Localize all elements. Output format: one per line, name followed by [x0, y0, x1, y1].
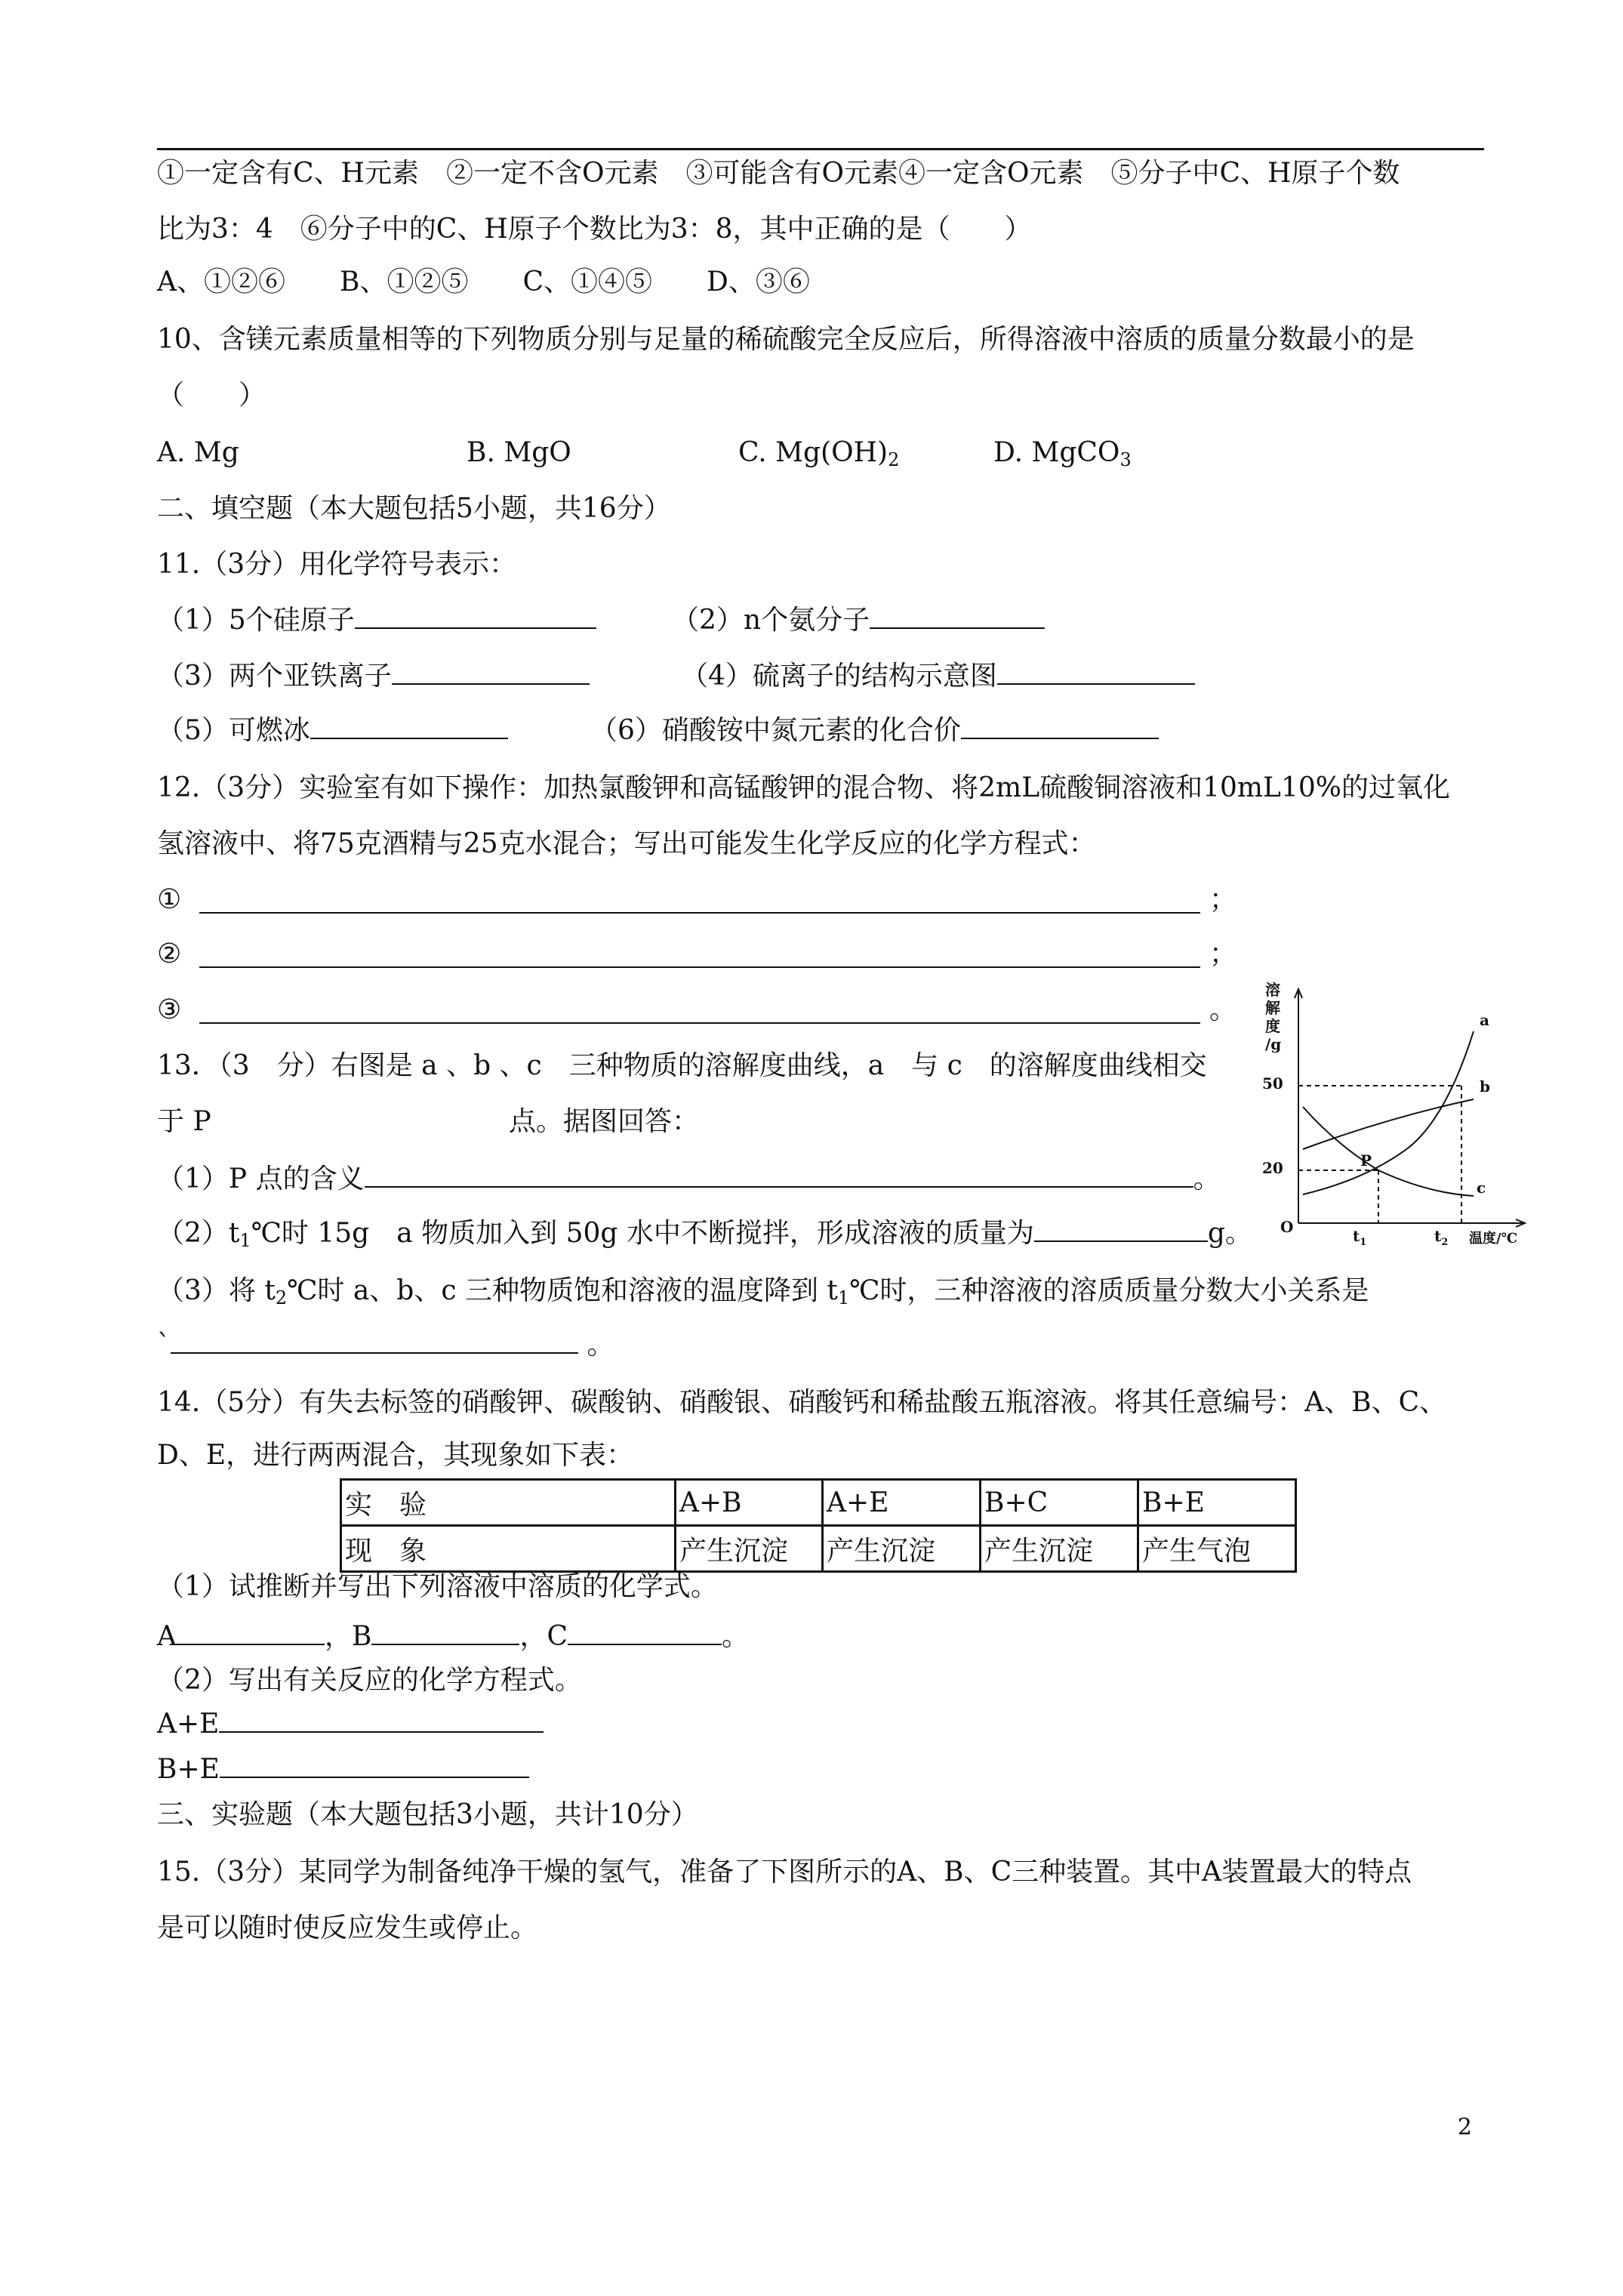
curve-b — [1303, 1099, 1474, 1149]
q13-line2: 于 P 点。据图回答： — [157, 1106, 700, 1137]
chart-tick-50: 50 — [1262, 1074, 1283, 1093]
table-cell: 实 验 — [341, 1480, 676, 1526]
chart-ylabel-2: 解 — [1265, 999, 1280, 1017]
q11-blank6[interactable] — [961, 715, 1159, 739]
chart-ylabel-3: 度 — [1265, 1017, 1280, 1035]
q10-opt-c: C. $Mg(OH)_2$ — [738, 437, 900, 470]
q14-eq1: A+E — [157, 1708, 544, 1741]
table-cell: 产生沉淀 — [981, 1526, 1138, 1572]
q15-line1: 15.（3分）某同学为制备纯净干燥的氢气，准备了下图所示的A、B、C三种装置。其中A装置最大的特点 — [157, 1857, 1412, 1888]
section2-heading: 二、填空题（本大题包括5小题，共16分） — [157, 493, 671, 524]
q10-opt-b: B. MgO — [467, 437, 571, 468]
q12-blank1[interactable] — [199, 889, 1200, 914]
chart-tick-20: 20 — [1262, 1159, 1283, 1177]
q11-blank5[interactable] — [310, 715, 508, 739]
curve-a — [1303, 1031, 1474, 1194]
q11-stem: 11.（3分）用化学符号表示： — [157, 549, 517, 580]
q14-blank-c[interactable] — [568, 1621, 722, 1645]
q14-answers: A ，B ，C 。 — [157, 1621, 750, 1652]
table-cell: 产生沉淀 — [676, 1526, 823, 1572]
q12-line2: 氢溶液中、将75克酒精与25克水混合；写出可能发生化学反应的化学方程式： — [157, 828, 1096, 859]
chart-origin: O — [1280, 1218, 1294, 1236]
table-cell: A+B — [676, 1480, 823, 1526]
q11-item4: （4）硫离子的结构示意图 — [681, 661, 997, 692]
q14-line2: D、E，进行两两混合，其现象如下表： — [157, 1440, 634, 1471]
q14-s2: （2）写出有关反应的化学方程式。 — [157, 1665, 582, 1696]
q11-blank2[interactable] — [870, 605, 1045, 629]
q12-blank2[interactable] — [199, 944, 1200, 968]
q10-line2: （ ） — [157, 380, 266, 411]
header-rule — [157, 148, 1484, 150]
q13-blank1[interactable] — [365, 1163, 1193, 1188]
q12-blank3[interactable] — [199, 1000, 1200, 1024]
q11-item3: （3）两个亚铁离子 — [157, 661, 392, 692]
q14-blank-eq2[interactable] — [220, 1754, 529, 1778]
chart-ylabel-4: /g — [1265, 1035, 1282, 1053]
experiment-table — [340, 1478, 1297, 1573]
q11-row1 — [157, 604, 870, 637]
q11-item1: （1）5个硅原子 — [157, 605, 355, 636]
q11-blank4[interactable] — [997, 661, 1195, 685]
q13-s1: （1）P 点的含义 。 — [157, 1163, 1221, 1194]
q14-s1: （1）试推断并写出下列溶液中溶质的化学式。 — [157, 1571, 718, 1602]
table-row — [341, 1526, 1296, 1572]
q13-s3-answer: ` 。 — [157, 1330, 614, 1361]
q13-s2: $(2)t_1℃$时 15g a 物质加入到 50g 水中不断搅拌，形成溶液的质量为 g。 — [157, 1218, 1252, 1251]
point-p-label: P — [1360, 1151, 1372, 1170]
table-cell: 现 象 — [341, 1526, 676, 1572]
page-number: 2 — [1457, 2114, 1472, 2140]
table-cell: B+E — [1138, 1480, 1296, 1526]
q9-line1: ①一定含有C、H元素 ②一定不含O元素 ③可能含有O元素④一定含O元素 ⑤分子中C、H原子个数 — [157, 158, 1400, 189]
q11-row3 — [157, 714, 961, 747]
q14-eq2: B+E — [157, 1753, 529, 1786]
q13-blank2[interactable] — [1034, 1218, 1208, 1242]
q13-blank3[interactable] — [171, 1330, 578, 1354]
chart-xlabel: 温度/℃ — [1469, 1231, 1518, 1247]
q10-opt-d: D. MgCO$_3$ — [993, 437, 1132, 470]
q12-eq1: ① ； — [157, 884, 1237, 915]
q10-options — [157, 436, 1132, 470]
curve-label-b: b — [1480, 1077, 1490, 1096]
table-cell: 产生气泡 — [1138, 1526, 1296, 1572]
q13-line1: 13．（3 分）右图是 a 、b 、c 三种物质的溶解度曲线，a 与 c 的溶解度曲线相交 — [157, 1050, 1207, 1081]
q14-line1: 14.（5分）有失去标签的硝酸钾、碳酸钠、硝酸银、硝酸钙和稀盐酸五瓶溶液。将其任意编号：A、B、C、 — [157, 1387, 1447, 1418]
curve-label-a: a — [1480, 1011, 1489, 1029]
q11-item5: （5）可燃冰 — [157, 715, 310, 746]
q11-row2 — [157, 660, 997, 693]
table-row — [341, 1480, 1296, 1526]
q14-blank-eq1[interactable] — [219, 1709, 544, 1733]
q12-line1: 12.（3分）实验室有如下操作：加热氯酸钾和高锰酸钾的混合物、将2mL硫酸铜溶液和10mL10%的过氧化 — [157, 772, 1450, 803]
q9-options: A、①②⑥ B、①②⑤ C、①④⑤ D、③⑥ — [157, 267, 810, 297]
q10-line1: 10、含镁元素质量相等的下列物质分别与足量的稀硫酸完全反应后，所得溶液中溶质的质量分数最小的是 — [157, 324, 1415, 355]
q11-item2: （2）n个氨分子 — [672, 605, 870, 636]
table-cell: B+C — [981, 1480, 1138, 1526]
q11-item6: （6）硝酸铵中氮元素的化合价 — [590, 715, 961, 746]
table-cell: A+E — [823, 1480, 981, 1526]
q9-line2: 比为3：4 ⑥分子中的C、H原子个数比为3：8，其中正确的是（ ） — [157, 214, 1032, 245]
q14-blank-b[interactable] — [371, 1621, 519, 1645]
q14-blank-a[interactable] — [177, 1621, 325, 1645]
section3-heading: 三、实验题（本大题包括3小题，共计10分） — [157, 1799, 698, 1830]
q12-eq2: ② ； — [157, 938, 1237, 969]
table-cell: 产生沉淀 — [823, 1526, 981, 1572]
q15-line2: 是可以随时使反应发生或停止。 — [157, 1912, 538, 1943]
chart-ylabel-1: 溶 — [1265, 981, 1280, 999]
q10-opt-a: A. Mg — [157, 437, 239, 468]
chart-tick-t1: $t_1$ — [1353, 1227, 1367, 1248]
q12-eq3: ③ 。 — [157, 994, 1237, 1025]
solubility-chart — [1253, 974, 1570, 1261]
chart-tick-t2: $t_2$ — [1434, 1227, 1449, 1248]
curve-label-c: c — [1477, 1179, 1486, 1197]
q13-s3: （3）将 $t_2℃$时 a、b、c 三种物质饱和溶液的温度降到 $t_1℃$时，三种溶液的溶质质量分数大小关系是 — [157, 1275, 1369, 1308]
q11-blank1[interactable] — [355, 605, 596, 629]
q11-blank3[interactable] — [392, 661, 590, 685]
